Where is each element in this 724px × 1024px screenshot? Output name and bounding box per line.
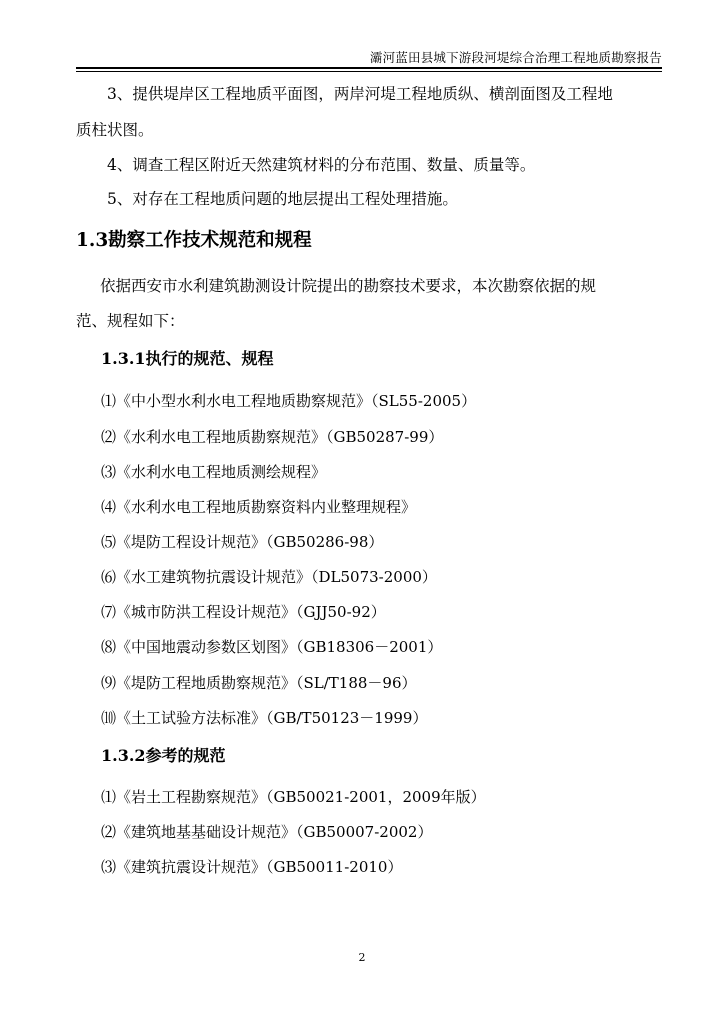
reference-item: ⑵《建筑地基基础设计规范》（GB50007-2002） [101, 823, 433, 841]
standard-item: ⑺《城市防洪工程设计规范》（GJJ50-92） [101, 603, 386, 621]
standard-item: ⑹《水工建筑物抗震设计规范》（DL5073-2000） [101, 568, 437, 586]
standard-item: ⑷《水利水电工程地质勘察资料内业整理规程》 [101, 498, 417, 516]
intro-line-1: 依据西安市水利建筑勘测设计院提出的勘察技术要求，本次勘察依据的规 [100, 277, 597, 295]
standard-item: ⑶《水利水电工程地质测绘规程》 [101, 463, 327, 481]
section-heading: 1.3勘察工作技术规范和规程 [76, 230, 312, 251]
header-rule-thick [76, 67, 662, 69]
standard-item: ⑴《中小型水利水电工程地质勘察规范》（SL55-2005） [101, 392, 477, 410]
paragraph-item-5: 5、对存在工程地质问题的地层提出工程处理措施。 [107, 190, 458, 208]
standard-item: ⑻《中国地震动参数区划图》（GB18306－2001） [101, 638, 443, 656]
standard-item: ⑸《堤防工程设计规范》（GB50286-98） [101, 533, 384, 551]
reference-item: ⑶《建筑抗震设计规范》（GB50011-2010） [101, 858, 403, 876]
subsection-heading-2: 1.3.2参考的规范 [101, 746, 226, 765]
standard-item: ⑽《土工试验方法标准》（GB/T50123－1999） [101, 709, 428, 727]
standard-item: ⑼《堤防工程地质勘察规范》（SL/T188－96） [101, 674, 417, 692]
intro-line-2: 范、规程如下： [76, 312, 185, 330]
paragraph-item-3-line-1: 3、提供堤岸区工程地质平面图，两岸河堤工程地质纵、横剖面图及工程地 [107, 85, 613, 103]
header-rule-thin [76, 71, 662, 72]
subsection-heading-1: 1.3.1执行的规范、规程 [101, 349, 274, 368]
page-number: 2 [358, 951, 366, 964]
standard-item: ⑵《水利水电工程地质勘察规范》（GB50287-99） [101, 428, 444, 446]
reference-item: ⑴《岩土工程勘察规范》（GB50021-2001，2009年版） [101, 788, 486, 806]
paragraph-item-4: 4、调查工程区附近天然建筑材料的分布范围、数量、质量等。 [107, 156, 536, 174]
paragraph-item-3-line-2: 质柱状图。 [76, 121, 154, 139]
page-header: 灞河蓝田县城下游段河堤综合治理工程地质勘察报告 [369, 50, 662, 65]
